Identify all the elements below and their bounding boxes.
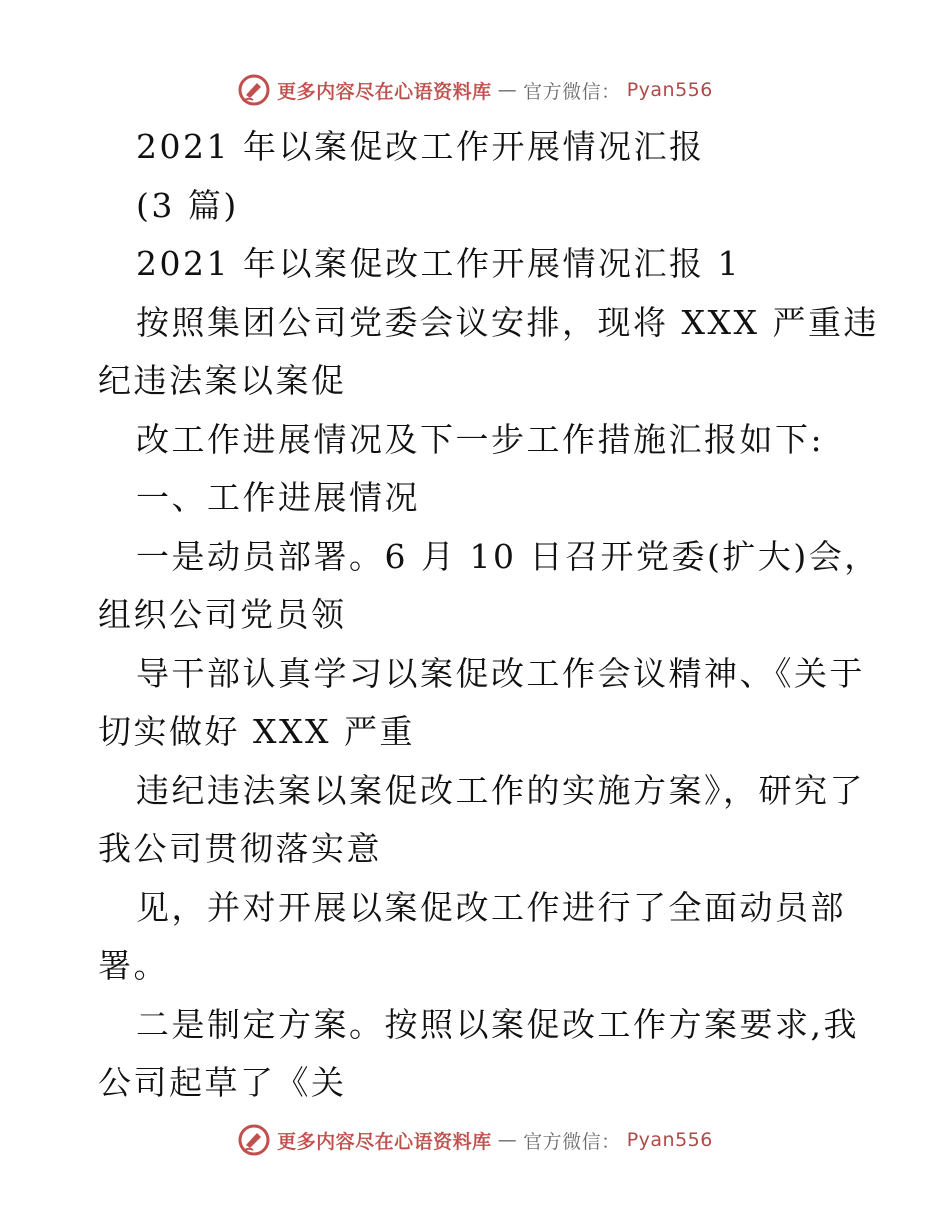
banner-wechat-id: Pyan556	[626, 1129, 713, 1151]
paragraph-line: 按照集团公司党委会议安排，现将 XXX 严重违	[136, 302, 879, 342]
banner-wechat-id: Pyan556	[626, 79, 713, 101]
subsection-heading: 一、工作进展情况	[136, 478, 420, 517]
banner-brand-text: 更多内容尽在心语资料库	[277, 80, 492, 103]
doc-title: 2021 年以案促改工作开展情况汇报	[136, 127, 705, 166]
paragraph-line: 公司起草了《关	[98, 1063, 347, 1102]
paragraph-line: 导干部认真学习以案促改工作会议精神、《关于	[136, 653, 865, 693]
banner-wechat-label: 官方微信：	[523, 80, 621, 103]
paragraph-line: 我公司贯彻落实意	[98, 829, 382, 868]
footer-watermark-banner	[0, 1120, 950, 1160]
document-body	[98, 118, 888, 1113]
paragraph-line: 二是制定方案。按照以案促改工作方案要求,我	[136, 1004, 859, 1044]
banner-wechat-label: 官方微信：	[523, 1130, 621, 1153]
paragraph-line: 见，并对开展以案促改工作进行了全面动员部	[136, 887, 846, 927]
header-watermark-banner	[0, 70, 950, 110]
paragraph-line: 违纪违法案以案促改工作的实施方案》，研究了	[136, 770, 865, 810]
paragraph-line: 纪违法案以案促	[98, 361, 347, 400]
banner-brand-text: 更多内容尽在心语资料库	[277, 1130, 492, 1153]
seal-logo-icon	[237, 1123, 271, 1157]
banner-dash: —	[497, 79, 518, 101]
seal-logo-icon	[237, 73, 271, 107]
paragraph-line: 组织公司党员领	[98, 595, 347, 634]
banner-dash: —	[497, 1129, 518, 1151]
paragraph-line: 一是动员部署。6 月 10 日召开党委(扩大)会，	[136, 536, 880, 576]
paragraph-line: 切实做好 XXX 严重	[98, 712, 415, 751]
doc-subtitle: (3 篇)	[136, 185, 239, 225]
paragraph-line: 改工作进展情况及下一步工作措施汇报如下:	[136, 419, 825, 459]
paragraph-line: 署。	[98, 946, 169, 985]
section-heading: 2021 年以案促改工作开展情况汇报 1	[136, 244, 741, 283]
